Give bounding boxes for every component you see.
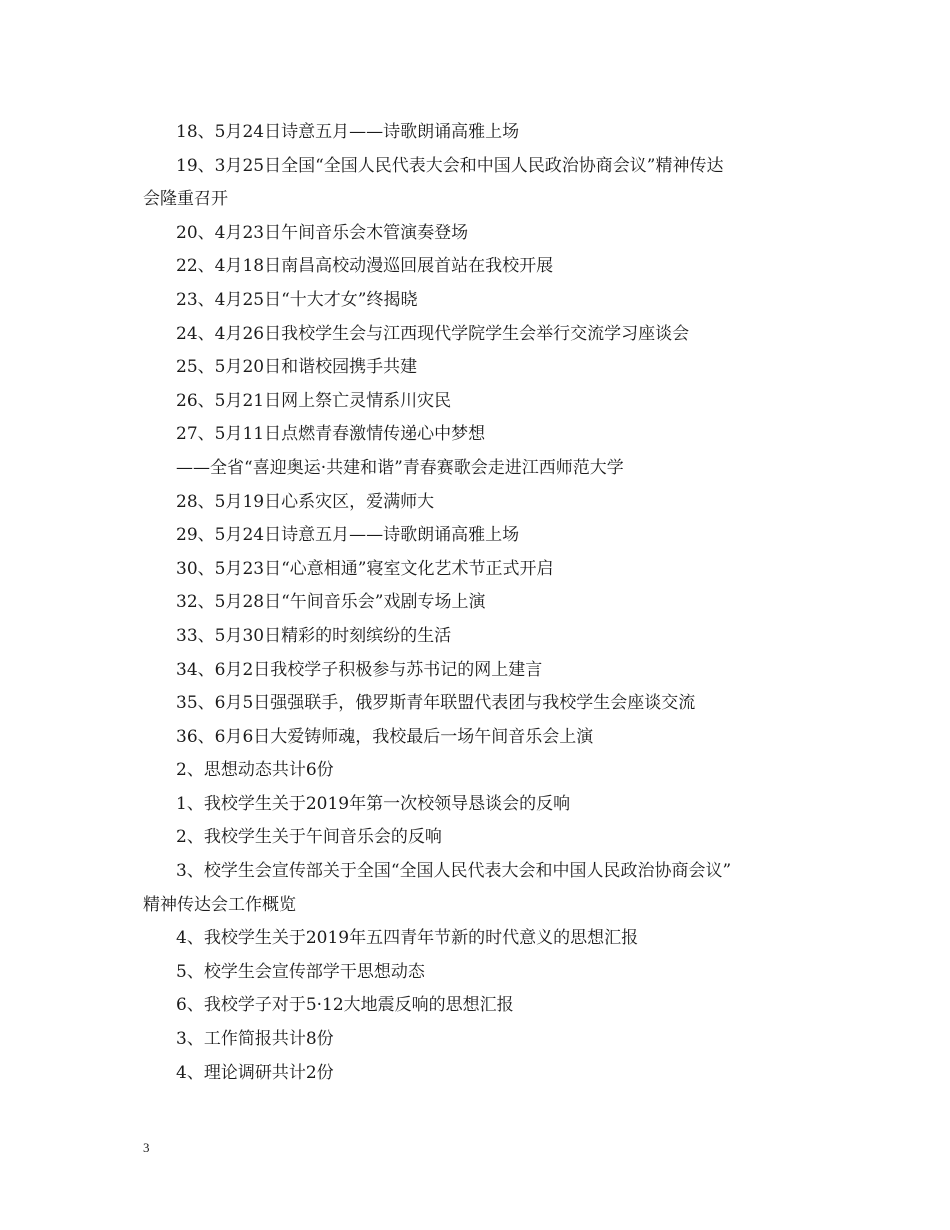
page-number: 3 [143, 1140, 150, 1155]
text-line: 2、我校学生关于午间音乐会的反响 [176, 827, 442, 848]
body-text [143, 116, 823, 1090]
text-line: 25、5月20日和谐校园携手共建 [176, 357, 418, 378]
text-line: 4、理论调研共计2份 [176, 1062, 334, 1083]
text-line: 36、6月6日大爱铸师魂，我校最后一场午间音乐会上演 [176, 726, 594, 747]
text-line: 20、4月23日午间音乐会木管演奏登场 [176, 222, 469, 243]
text-line: 4、我校学生关于2019年五四青年节新的时代意义的思想汇报 [176, 928, 639, 949]
text-line: 3、校学生会宣传部关于全国“全国人民代表大会和中国人民政治协商会议” [176, 861, 732, 882]
text-line: 会隆重召开 [143, 189, 228, 210]
text-line: 35、6月5日强强联手，俄罗斯青年联盟代表团与我校学生会座谈交流 [176, 693, 696, 714]
text-line: 24、4月26日我校学生会与江西现代学院学生会举行交流学习座谈会 [176, 323, 690, 344]
text-line: 3、工作简报共计8份 [176, 1029, 334, 1050]
text-line: 30、5月23日“心意相通”寝室文化艺术节正式开启 [176, 558, 554, 579]
text-line: 26、5月21日网上祭亡灵情系川灾民 [176, 390, 452, 411]
text-line: 1、我校学生关于2019年第一次校领导恳谈会的反响 [176, 793, 571, 814]
text-line: 6、我校学子对于5·12大地震反响的思想汇报 [176, 995, 514, 1016]
text-line: 18、5月24日诗意五月——诗歌朗诵高雅上场 [176, 122, 520, 142]
text-line: ——全省“喜迎奥运·共建和谐”青春赛歌会走进江西师范大学 [176, 457, 624, 478]
text-line: 27、5月11日点燃青春激情传递心中梦想 [176, 424, 486, 445]
text-line: 22、4月18日南昌高校动漫巡回展首站在我校开展 [176, 256, 554, 277]
text-line: 2、思想动态共计6份 [176, 760, 334, 781]
text-line: 精神传达会工作概览 [143, 894, 296, 915]
text-line: 34、6月2日我校学子积极参与苏书记的网上建言 [176, 659, 543, 680]
text-line: 33、5月30日精彩的时刻缤纷的生活 [176, 625, 452, 646]
text-line: 29、5月24日诗意五月——诗歌朗诵高雅上场 [176, 525, 520, 546]
text-line: 28、5月19日心系灾区，爱满师大 [176, 491, 435, 512]
text-line: 19、3月25日全国“全国人民代表大会和中国人民政治协商会议”精神传达 [176, 155, 724, 176]
text-line: 5、校学生会宣传部学干思想动态 [176, 961, 425, 982]
text-line: 32、5月28日“午间音乐会”戏剧专场上演 [176, 592, 486, 613]
text-line: 23、4月25日“十大才女”终揭晓 [176, 289, 418, 310]
